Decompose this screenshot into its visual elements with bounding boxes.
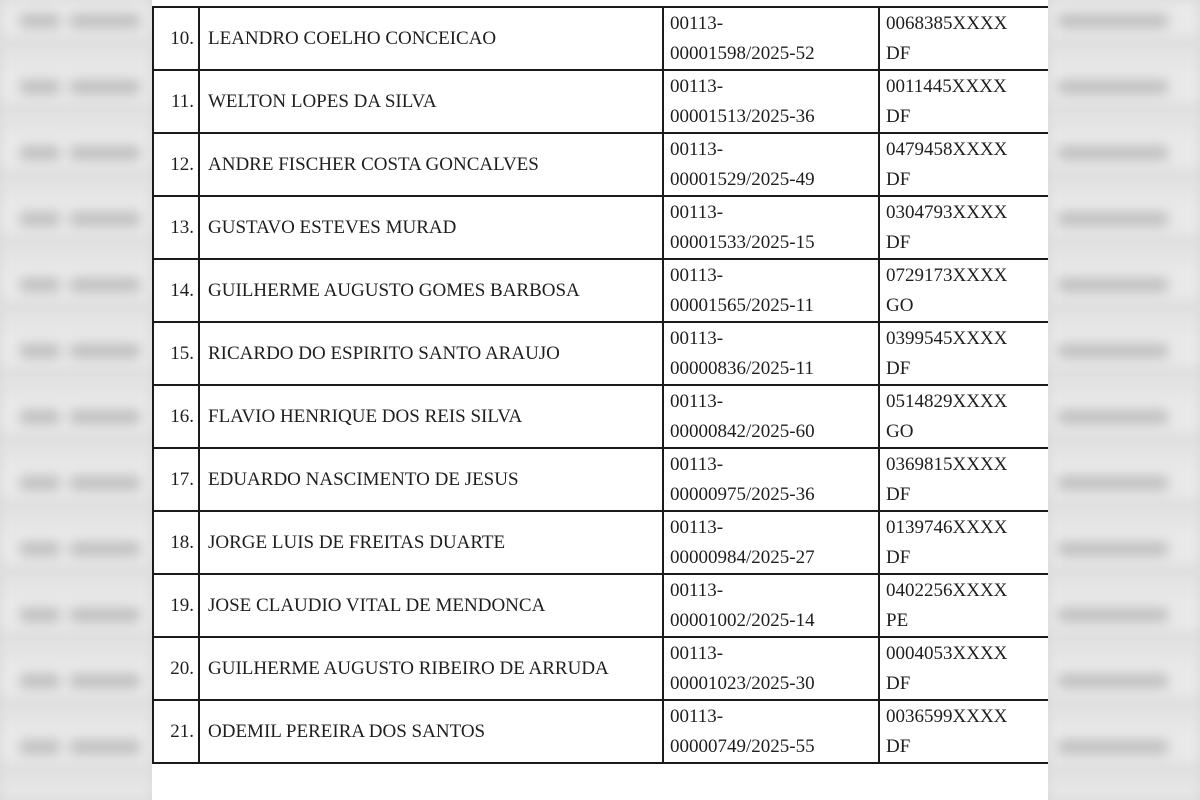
row-number: 14. xyxy=(153,259,199,322)
document-id-state: GO xyxy=(886,420,914,442)
person-name xyxy=(199,448,663,511)
document-id-line1: 0402256XXXX xyxy=(886,579,1008,601)
person-name-text: JORGE LUIS DE FREITAS DUARTE xyxy=(208,531,506,553)
process-number-line1: 00113- xyxy=(670,579,724,601)
document-id-line1: 0514829XXXX xyxy=(886,390,1008,412)
process-number-line2: 00001023/2025-30 xyxy=(670,672,815,694)
person-name xyxy=(199,511,663,574)
document-id xyxy=(879,385,1048,448)
names-table xyxy=(152,6,1048,764)
person-name-text: GUILHERME AUGUSTO GOMES BARBOSA xyxy=(208,279,580,301)
document-id-state: DF xyxy=(886,168,911,190)
table-row xyxy=(153,700,1048,763)
person-name-text: GUILHERME AUGUSTO RIBEIRO DE ARRUDA xyxy=(208,657,609,679)
person-name xyxy=(199,637,663,700)
table-row xyxy=(153,259,1048,322)
person-name xyxy=(199,385,663,448)
process-number-line2: 00000984/2025-27 xyxy=(670,546,815,568)
person-name xyxy=(199,259,663,322)
person-name xyxy=(199,700,663,763)
process-number xyxy=(663,385,879,448)
table-row xyxy=(153,70,1048,133)
document-id-line1: 0399545XXXX xyxy=(886,327,1008,349)
document-id-line1: 0729173XXXX xyxy=(886,264,1008,286)
person-name-text: ODEMIL PEREIRA DOS SANTOS xyxy=(208,720,486,742)
document-id xyxy=(879,637,1048,700)
document-id xyxy=(879,259,1048,322)
document-page xyxy=(152,0,1048,800)
document-id-state: DF xyxy=(886,357,911,379)
row-number: 13. xyxy=(153,196,199,259)
document-id-line1: 0036599XXXX xyxy=(886,705,1008,727)
row-number: 12. xyxy=(153,133,199,196)
document-id-state: DF xyxy=(886,672,911,694)
process-number-line2: 00001533/2025-15 xyxy=(670,231,815,253)
row-number: 15. xyxy=(153,322,199,385)
blurred-right-margin xyxy=(1048,0,1200,800)
document-id-line1: 0004053XXXX xyxy=(886,642,1008,664)
process-number-line1: 00113- xyxy=(670,75,724,97)
process-number-line2: 00000842/2025-60 xyxy=(670,420,815,442)
person-name-text: ANDRE FISCHER COSTA GONCALVES xyxy=(208,153,539,175)
table-row xyxy=(153,448,1048,511)
process-number xyxy=(663,70,879,133)
row-number: 21. xyxy=(153,700,199,763)
process-number xyxy=(663,637,879,700)
person-name-text: EDUARDO NASCIMENTO DE JESUS xyxy=(208,468,519,490)
table-row xyxy=(153,637,1048,700)
process-number xyxy=(663,196,879,259)
table-row xyxy=(153,196,1048,259)
process-number-line1: 00113- xyxy=(670,264,724,286)
process-number xyxy=(663,574,879,637)
table-row xyxy=(153,7,1048,70)
process-number xyxy=(663,322,879,385)
document-id-state: PE xyxy=(886,609,909,631)
person-name xyxy=(199,574,663,637)
document-id xyxy=(879,196,1048,259)
person-name-text: WELTON LOPES DA SILVA xyxy=(208,90,437,112)
document-id-state: DF xyxy=(886,105,911,127)
process-number xyxy=(663,700,879,763)
document-id-state: DF xyxy=(886,546,911,568)
document-id-state: DF xyxy=(886,483,911,505)
process-number-line1: 00113- xyxy=(670,516,724,538)
document-id xyxy=(879,574,1048,637)
document-id-line1: 0068385XXXX xyxy=(886,12,1008,34)
person-name xyxy=(199,7,663,70)
table-row xyxy=(153,511,1048,574)
document-id xyxy=(879,448,1048,511)
document-id-state: GO xyxy=(886,294,914,316)
process-number-line1: 00113- xyxy=(670,12,724,34)
document-id xyxy=(879,322,1048,385)
row-number: 17. xyxy=(153,448,199,511)
document-id-line1: 0369815XXXX xyxy=(886,453,1008,475)
process-number xyxy=(663,511,879,574)
person-name-text: RICARDO DO ESPIRITO SANTO ARAUJO xyxy=(208,342,560,364)
process-number-line1: 00113- xyxy=(670,642,724,664)
person-name-text: JOSE CLAUDIO VITAL DE MENDONCA xyxy=(208,594,546,616)
person-name-text: FLAVIO HENRIQUE DOS REIS SILVA xyxy=(208,405,523,427)
document-id-line1: 0139746XXXX xyxy=(886,516,1008,538)
person-name xyxy=(199,196,663,259)
process-number-line2: 00001598/2025-52 xyxy=(670,42,815,64)
row-number: 11. xyxy=(153,70,199,133)
document-id xyxy=(879,7,1048,70)
table-row xyxy=(153,322,1048,385)
person-name-text: LEANDRO COELHO CONCEICAO xyxy=(208,27,497,49)
blurred-left-margin xyxy=(0,0,152,800)
process-number-line2: 00000975/2025-36 xyxy=(670,483,815,505)
process-number-line1: 00113- xyxy=(670,201,724,223)
row-number: 16. xyxy=(153,385,199,448)
person-name xyxy=(199,322,663,385)
process-number xyxy=(663,259,879,322)
person-name-text: GUSTAVO ESTEVES MURAD xyxy=(208,216,457,238)
process-number-line2: 00001565/2025-11 xyxy=(670,294,814,316)
table-row xyxy=(153,574,1048,637)
process-number xyxy=(663,7,879,70)
document-id-line1: 0479458XXXX xyxy=(886,138,1008,160)
process-number xyxy=(663,448,879,511)
document-id xyxy=(879,133,1048,196)
table-row xyxy=(153,133,1048,196)
process-number-line2: 00000836/2025-11 xyxy=(670,357,814,379)
row-number: 10. xyxy=(153,7,199,70)
document-id-state: DF xyxy=(886,735,911,757)
process-number-line2: 00000749/2025-55 xyxy=(670,735,815,757)
document-id-line1: 0011445XXXX xyxy=(886,75,1007,97)
process-number-line2: 00001002/2025-14 xyxy=(670,609,815,631)
process-number-line1: 00113- xyxy=(670,390,724,412)
document-id-line1: 0304793XXXX xyxy=(886,201,1008,223)
process-number-line1: 00113- xyxy=(670,453,724,475)
process-number-line2: 00001529/2025-49 xyxy=(670,168,815,190)
person-name xyxy=(199,133,663,196)
table-row xyxy=(153,385,1048,448)
document-id xyxy=(879,511,1048,574)
row-number: 19. xyxy=(153,574,199,637)
document-id xyxy=(879,70,1048,133)
document-id-state: DF xyxy=(886,231,911,253)
person-name xyxy=(199,70,663,133)
row-number: 20. xyxy=(153,637,199,700)
process-number-line1: 00113- xyxy=(670,327,724,349)
document-id-state: DF xyxy=(886,42,911,64)
table-body xyxy=(153,7,1048,763)
process-number-line1: 00113- xyxy=(670,138,724,160)
row-number: 18. xyxy=(153,511,199,574)
process-number-line1: 00113- xyxy=(670,705,724,727)
process-number xyxy=(663,133,879,196)
process-number-line2: 00001513/2025-36 xyxy=(670,105,815,127)
document-id xyxy=(879,700,1048,763)
